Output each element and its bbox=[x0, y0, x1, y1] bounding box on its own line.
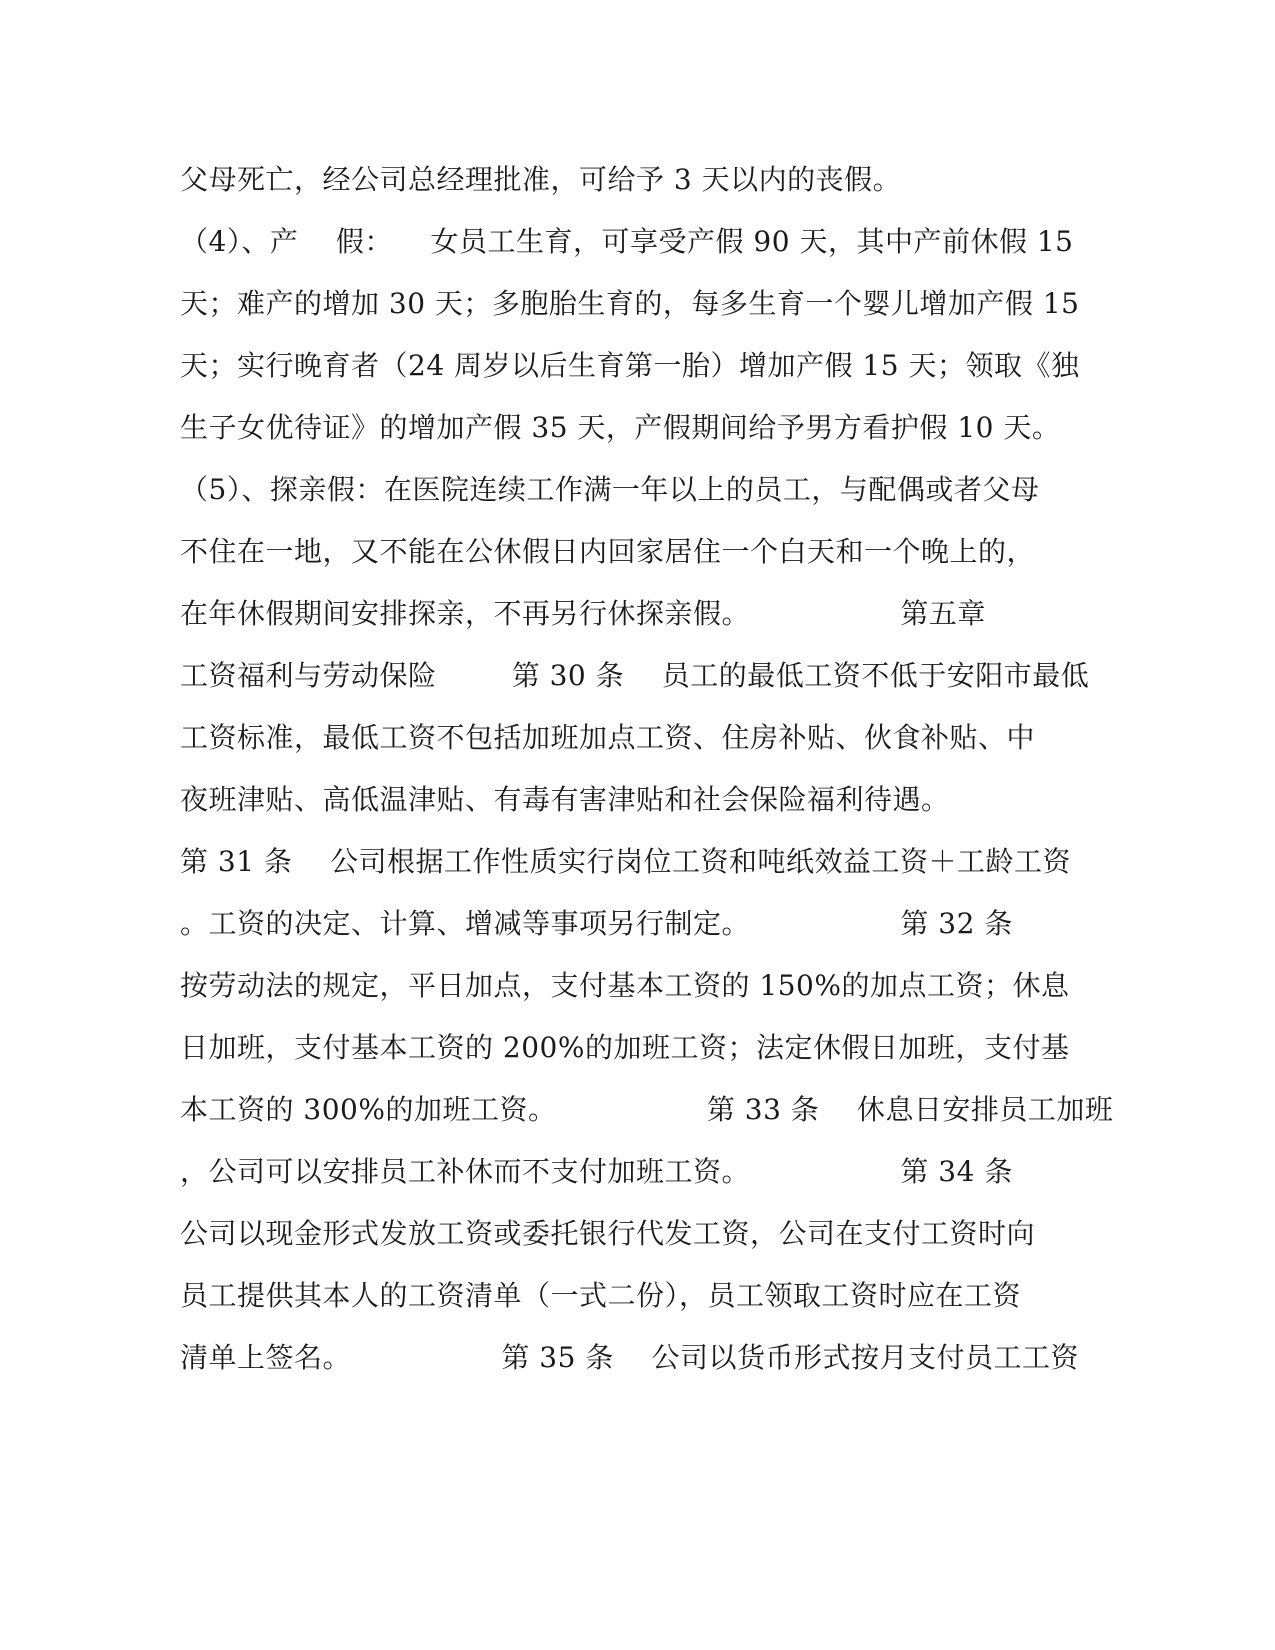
text-line: 天；实行晚育者（24 周岁以后生育第一胎）增加产假 15 天；领取《独 bbox=[180, 349, 1080, 382]
text-line: 父母死亡，经公司总经理批准，可给予 3 天以内的丧假。 bbox=[180, 163, 902, 196]
text-line: 工资福利与劳动保险 第 30 条 员工的最低工资不低于安阳市最低 bbox=[180, 659, 1090, 692]
text-line: 按劳动法的规定，平日加点，支付基本工资的 150%的加点工资；休息 bbox=[180, 969, 1070, 1002]
text-line: 。工资的决定、计算、增减等事项另行制定。 第 32 条 bbox=[180, 907, 1013, 940]
text-line: 本工资的 300%的加班工资。 第 33 条 休息日安排员工加班 bbox=[180, 1093, 1114, 1126]
text-line: 日加班，支付基本工资的 200%的加班工资；法定休假日加班，支付基 bbox=[180, 1031, 1070, 1064]
text-line: （4）、产 假： 女员工生育，可享受产假 90 天，其中产前休假 15 bbox=[180, 225, 1074, 258]
text-line: 工资标准，最低工资不包括加班加点工资、住房补贴、伙食补贴、中 bbox=[180, 721, 1036, 754]
text-line: 员工提供其本人的工资清单（一式二份），员工领取工资时应在工资 bbox=[180, 1279, 1022, 1312]
text-line: 夜班津贴、高低温津贴、有毒有害津贴和社会保险福利待遇。 bbox=[180, 783, 950, 816]
text-line: 天；难产的增加 30 天；多胞胎生育的，每多生育一个婴儿增加产假 15 bbox=[180, 287, 1080, 320]
text-line: 生子女优待证》的增加产假 35 天，产假期间给予男方看护假 10 天。 bbox=[180, 411, 1061, 444]
text-line: （5）、探亲假：在医院连续工作满一年以上的员工，与配偶或者父母 bbox=[180, 473, 1040, 506]
text-line: 公司以现金形式发放工资或委托银行代发工资，公司在支付工资时向 bbox=[180, 1217, 1036, 1250]
text-line: ，公司可以安排员工补休而不支付加班工资。 第 34 条 bbox=[180, 1155, 1013, 1188]
text-line: 第 31 条 公司根据工作性质实行岗位工资和吨纸效益工资＋工龄工资 bbox=[180, 845, 1072, 878]
text-line: 在年休假期间安排探亲，不再另行休探亲假。 第五章 bbox=[180, 597, 986, 630]
text-line: 不住在一地，又不能在公休假日内回家居住一个白天和一个晚上的， bbox=[180, 535, 1036, 568]
text-line: 清单上签名。 第 35 条 公司以货币形式按月支付员工工资 bbox=[180, 1341, 1079, 1374]
